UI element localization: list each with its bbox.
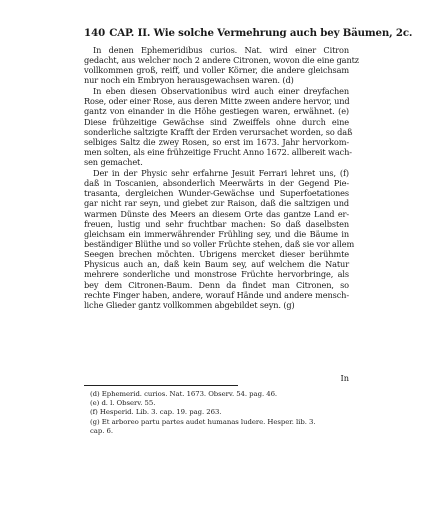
text-line: warmen Dünste des Meers an diesem Orte das gantze Land er- xyxy=(84,208,349,219)
text-line: selbiges Saltz die zwey Rosen, so erst im 1673. Jahr hervorkom- xyxy=(84,136,349,147)
text-line: daß in Toscanien, absonderlich Meerwärts in der Gegend Pie- xyxy=(84,178,349,189)
catchword: In xyxy=(340,373,349,383)
text-line: vollkommen groß, reiff, und voller Körner, die andere gleichsam xyxy=(84,65,349,76)
text-line: gedacht, aus welcher noch 2 andere Citronen, wovon die eine gantz xyxy=(84,55,359,66)
text-line: liche Glieder gantz vollkommen abgebildet seyn. (g) xyxy=(84,299,295,310)
running-head: CAP. II. Wie solche Vermehrung auch bey Bäumen, 2c. xyxy=(109,27,413,39)
text-line: bey dem Citronen-Baum. Denn da findet man Citronen, so xyxy=(84,279,349,290)
text-line: Physicus auch an, daß kein Baum sey, auf welchem die Natur xyxy=(84,259,349,270)
text-line: Der in der Physic sehr erfahrne Jesuit Ferrari lehret uns, (f) xyxy=(93,167,349,178)
text-line: gleichsam ein immerwährender Frühling sey, und die Bäume in xyxy=(84,228,349,239)
text-line: beständiger Blüthe und so voller Früchte stehen, daß sie vor allem xyxy=(84,238,355,249)
footnote-rule xyxy=(84,385,238,386)
text-line: freuen, lustig und sehr fruchtbar machen: So daß daselbsten xyxy=(84,218,349,229)
footnote: (d) Ephemerid. curios. Nat. 1673. Observ. 54. pag. 46. xyxy=(90,390,278,398)
body-text xyxy=(84,45,359,383)
footnotes xyxy=(84,390,349,436)
footnote: (e) d. l. Observ. 55. xyxy=(90,399,156,408)
paragraph xyxy=(84,167,355,310)
footnote: (f) Hesperid. Lib. 3. cap. 19. pag. 263. xyxy=(90,408,222,417)
paragraph xyxy=(84,86,353,168)
text-line: gar nicht rar seyn, und giebet zur Raison, daß die saltzigen und xyxy=(84,198,349,209)
text-line: In denen Ephemeridibus curios. Nat. wird einer Citron xyxy=(93,45,349,55)
paragraph-list xyxy=(84,45,359,310)
footnote: (g) Et arboreo partu partes audet humanas ludere. Hesper. lib. 3. xyxy=(90,417,316,426)
text-line: men solten, als eine frühzeitige Frucht Anno 1672. allbereit wach- xyxy=(84,147,352,158)
text-line: sen gemachet. xyxy=(84,157,143,168)
text-line: Diese frühzeitige Gewächse sind Zweiffels ohne durch eine xyxy=(84,116,349,127)
footnote: cap. 6. xyxy=(90,426,113,435)
page-number: 140 xyxy=(84,27,106,39)
text-line: Rose, oder einer Rose, aus deren Mitte zween andere hervor, und xyxy=(84,96,350,107)
page-header xyxy=(84,27,413,39)
text-line: In eben diesen Observationibus wird auch einer dreyfachen xyxy=(93,86,349,97)
paragraph xyxy=(84,45,359,86)
text-line: trasanta, dergleichen Wunder-Gewächse und Superfoetationes xyxy=(84,188,349,199)
text-line: mehrere sonderliche und monstrose Früchte hervorbringe, als xyxy=(84,269,349,280)
text-line: sonderliche saltzigte Krafft der Erden verursachet worden, so daß xyxy=(84,126,353,137)
text-line: nur noch ein Embryon herausgewachsen waren. (d) xyxy=(84,75,294,86)
text-line: Seegen brechen möchten. Ubrigens mercket dieser berühmte xyxy=(84,249,349,260)
text-line: rechte Finger haben, andere, worauf Hände und andere mensch- xyxy=(84,289,349,300)
text-line: gantz von einander in die Höhe gestiegen waren, erwähnet. (e) xyxy=(84,106,349,117)
